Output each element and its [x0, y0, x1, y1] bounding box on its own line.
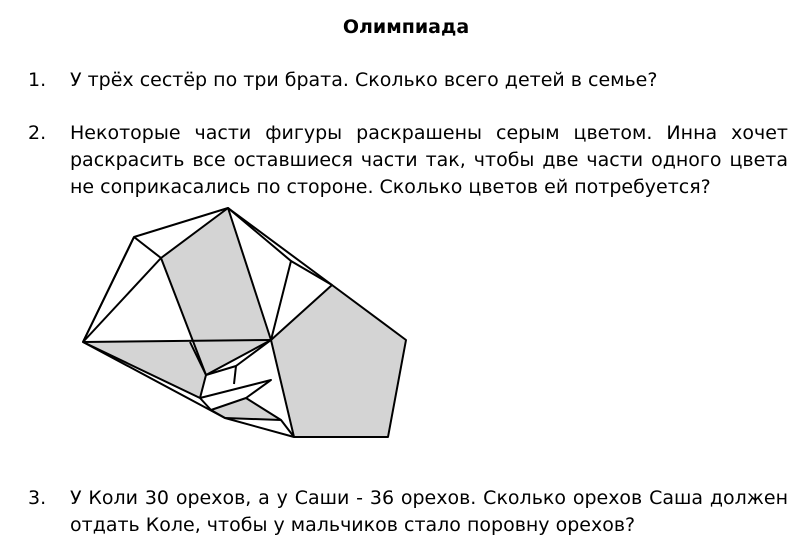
gray-region-pentagon [271, 285, 406, 437]
problem-number: 1. [28, 69, 47, 91]
problem-3 [28, 485, 788, 539]
problem-text: У трёх сестёр по три брата. Сколько всего детей в семье? [70, 69, 658, 91]
problem-number: 2. [28, 122, 47, 144]
page-title: Олимпиада [342, 16, 470, 38]
problem-2 [28, 120, 788, 201]
problem-number: 3. [28, 487, 47, 509]
problem-1 [28, 67, 788, 94]
problem-text: У Коли 30 орехов, а у Саши - 36 орехов. Сколько орехов Саша должен отдать Коле, чтобы у мальчиков стало поровну орехов? [70, 487, 788, 536]
problem-text: Некоторые части фигуры раскрашены серым цветом. Инна хочет раскрасить все оставшиеся части так, чтобы две части одного цвета не соприкасались по стороне. Сколько цветов ей потребуется? [70, 122, 788, 198]
polygon-figure [80, 206, 410, 440]
